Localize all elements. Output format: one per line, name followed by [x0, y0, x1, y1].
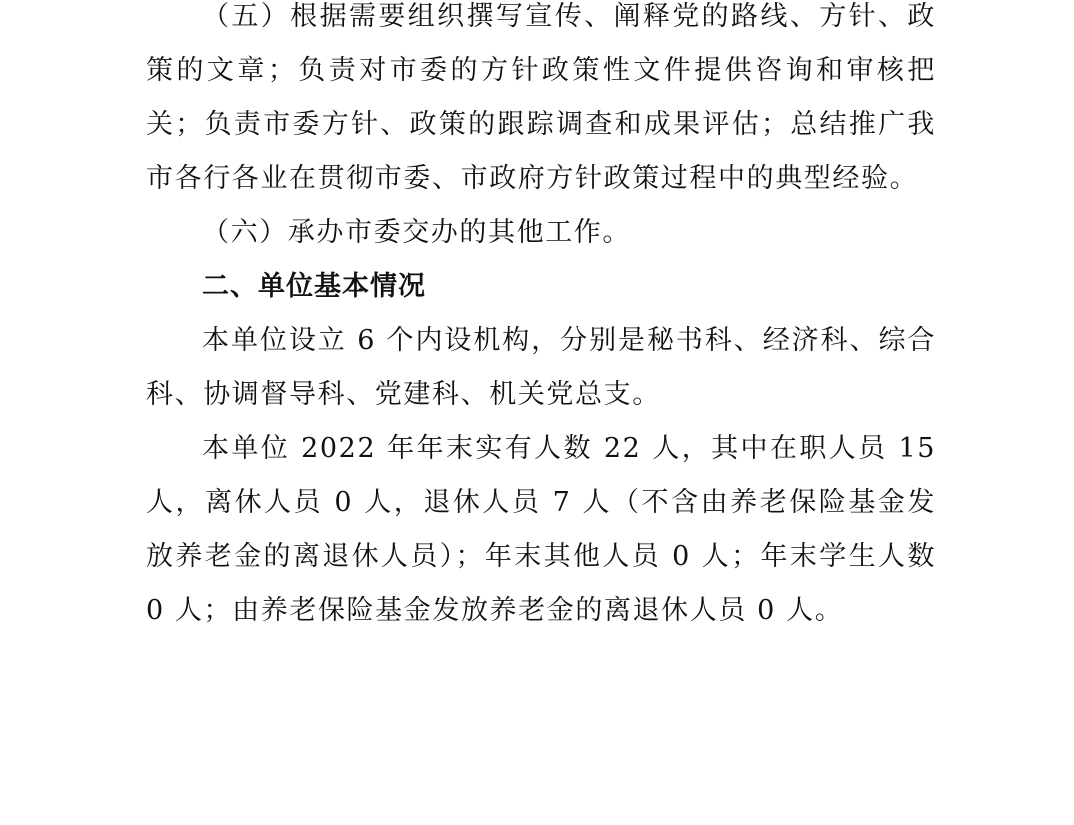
- paragraph-item-5: （五）根据需要组织撰写宣传、阐释党的路线、方针、政策的文章；负责对市委的方针政策性文件提供咨询和审核把关；负责市委方针、政策的跟踪调查和成果评估；总结推广我市各行各业在贯彻市委、市政府方针政策过程中的典型经验。: [146, 1, 936, 194]
- paragraph-staff-count: 本单位 2022 年年末实有人数 22 人，其中在职人员 15 人，离休人员 0 人，退休人员 7 人（不含由养老保险基金发放养老金的离退休人员）；年末其他人员 0 人；年末学生人数 0 人；由养老保险基金发放养老金的离退休人员 0 人。: [146, 433, 936, 626]
- document-body: [146, 0, 936, 638]
- section-heading-basic-info: 二、单位基本情况: [202, 271, 426, 302]
- paragraph-internal-structure: 本单位设立 6 个内设机构，分别是秘书科、经济科、综合科、协调督导科、党建科、机关党总支。: [146, 325, 936, 410]
- paragraph-item-6: （六）承办市委交办的其他工作。: [202, 217, 631, 248]
